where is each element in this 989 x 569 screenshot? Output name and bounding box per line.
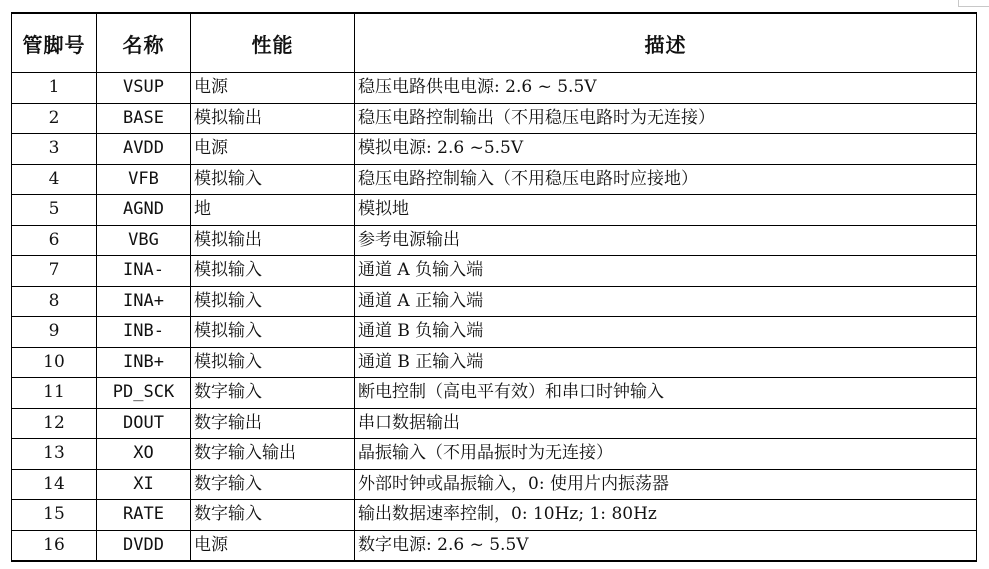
table-row [12,195,977,226]
pin-name-cell: INB- [97,317,191,348]
header-pin-number: 管脚号 [12,13,97,73]
table-row [12,408,977,439]
pin-function-cell: 模拟输出 [191,103,355,134]
pin-name-cell: VSUP [97,73,191,104]
table-row [12,469,977,500]
pin-number-cell: 2 [12,103,97,134]
pin-description-cell: 稳压电路控制输入（不用稳压电路时应接地） [355,164,977,195]
pin-name-cell: INA- [97,256,191,287]
pin-number-cell: 1 [12,73,97,104]
pin-description-cell: 数字电源: 2.6 ~ 5.5V [355,530,977,561]
pin-name-cell: INB+ [97,347,191,378]
table-row [12,500,977,531]
pin-name-cell: AVDD [97,134,191,165]
pin-name-cell: DOUT [97,408,191,439]
pin-description-cell: 参考电源输出 [355,225,977,256]
pin-description-cell: 通道 A 负输入端 [355,256,977,287]
pin-function-cell: 模拟输出 [191,225,355,256]
pin-description-cell: 串口数据输出 [355,408,977,439]
page-corner-mark [958,0,989,7]
pin-name-cell: PD_SCK [97,378,191,409]
pin-function-cell: 电源 [191,530,355,561]
pin-function-cell: 数字输入 [191,500,355,531]
pin-name-cell: XO [97,439,191,470]
pin-number-cell: 12 [12,408,97,439]
table-row [12,317,977,348]
pin-description-cell: 模拟地 [355,195,977,226]
pin-function-cell: 电源 [191,134,355,165]
pin-number-cell: 11 [12,378,97,409]
table-row [12,378,977,409]
pin-name-cell: DVDD [97,530,191,561]
pin-number-cell: 10 [12,347,97,378]
table-row [12,73,977,104]
pin-number-cell: 13 [12,439,97,470]
pin-function-cell: 模拟输入 [191,286,355,317]
pin-name-cell: RATE [97,500,191,531]
table-row [12,164,977,195]
pin-function-cell: 数字输入 [191,469,355,500]
pin-description-table [11,12,977,562]
pin-function-cell: 模拟输入 [191,164,355,195]
header-name: 名称 [97,13,191,73]
table-row [12,134,977,165]
pin-description-cell: 通道 B 负输入端 [355,317,977,348]
pin-name-cell: XI [97,469,191,500]
pin-function-cell: 模拟输入 [191,347,355,378]
pin-name-cell: BASE [97,103,191,134]
pin-function-cell: 地 [191,195,355,226]
pin-function-cell: 模拟输入 [191,317,355,348]
pin-number-cell: 14 [12,469,97,500]
pin-description-cell: 外部时钟或晶振输入，0: 使用片内振荡器 [355,469,977,500]
pin-number-cell: 16 [12,530,97,561]
pin-function-cell: 数字输入 [191,378,355,409]
pin-number-cell: 8 [12,286,97,317]
pin-description-cell: 输出数据速率控制，0: 10Hz; 1: 80Hz [355,500,977,531]
pin-number-cell: 3 [12,134,97,165]
pin-description-cell: 模拟电源: 2.6 ~5.5V [355,134,977,165]
table-row [12,530,977,561]
pin-name-cell: AGND [97,195,191,226]
table-row [12,439,977,470]
header-function: 性能 [191,13,355,73]
pin-number-cell: 6 [12,225,97,256]
pin-number-cell: 9 [12,317,97,348]
pin-description-cell: 通道 B 正输入端 [355,347,977,378]
pin-description-cell: 稳压电路供电电源: 2.6 ~ 5.5V [355,73,977,104]
pin-name-cell: INA+ [97,286,191,317]
pin-function-cell: 模拟输入 [191,256,355,287]
table-row [12,286,977,317]
table-row [12,347,977,378]
table-header-row [12,13,977,73]
pin-function-cell: 数字输出 [191,408,355,439]
table-row [12,256,977,287]
table-body [12,73,977,562]
pin-number-cell: 5 [12,195,97,226]
pin-name-cell: VFB [97,164,191,195]
table-row [12,225,977,256]
pin-description-cell: 稳压电路控制输出（不用稳压电路时为无连接） [355,103,977,134]
pin-number-cell: 4 [12,164,97,195]
pin-function-cell: 数字输入输出 [191,439,355,470]
header-description: 描述 [355,13,977,73]
pin-description-cell: 通道 A 正输入端 [355,286,977,317]
pin-name-cell: VBG [97,225,191,256]
pin-function-cell: 电源 [191,73,355,104]
pin-number-cell: 15 [12,500,97,531]
table-row [12,103,977,134]
pin-description-cell: 断电控制（高电平有效）和串口时钟输入 [355,378,977,409]
pin-description-cell: 晶振输入（不用晶振时为无连接） [355,439,977,470]
pin-number-cell: 7 [12,256,97,287]
